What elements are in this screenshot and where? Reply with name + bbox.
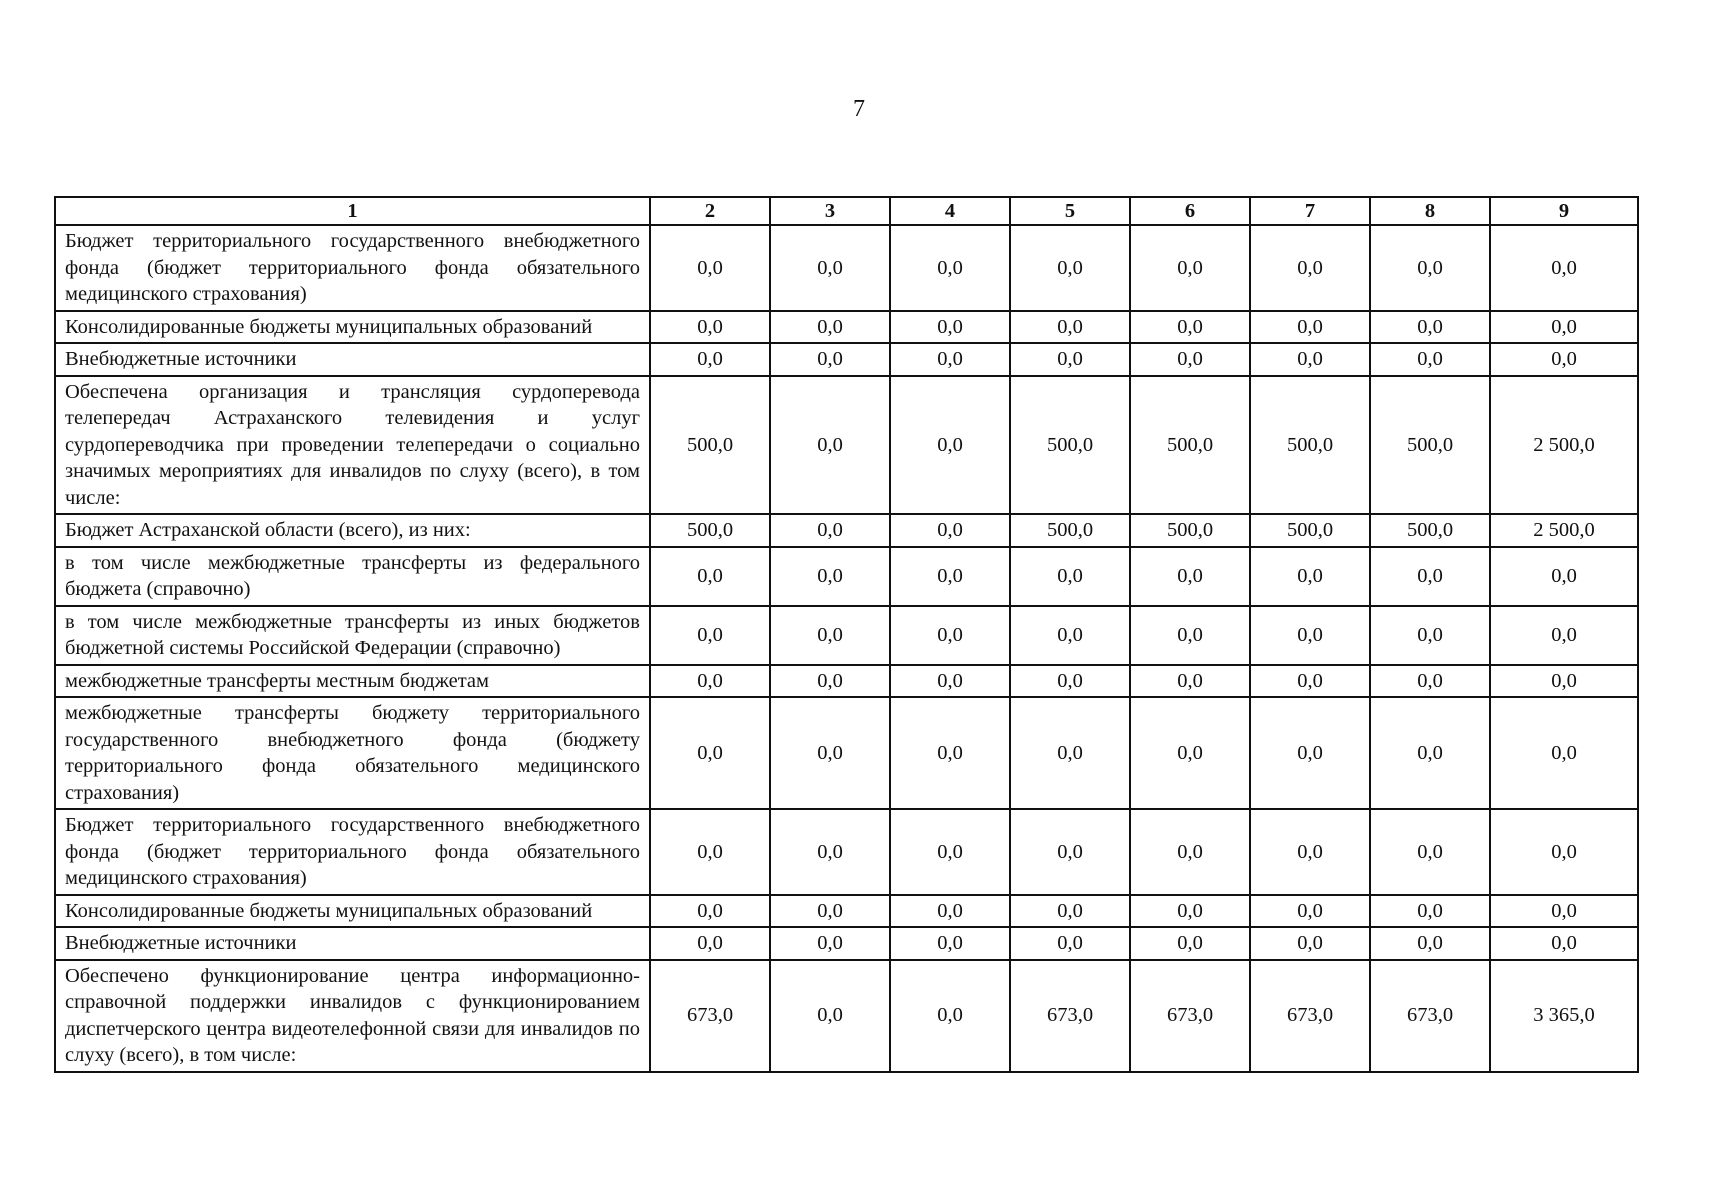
- row-value: 0,0: [1370, 927, 1490, 960]
- row-value: 673,0: [650, 960, 770, 1072]
- row-value: 0,0: [1130, 311, 1250, 344]
- row-value: 0,0: [1490, 225, 1638, 311]
- row-value: 0,0: [1010, 809, 1130, 895]
- row-value: 0,0: [1490, 606, 1638, 665]
- row-value: 500,0: [1010, 514, 1130, 547]
- row-value: 0,0: [1130, 697, 1250, 809]
- row-value: 0,0: [650, 927, 770, 960]
- row-value: 0,0: [1370, 606, 1490, 665]
- column-header: 1: [55, 197, 650, 225]
- column-header: 3: [770, 197, 890, 225]
- row-value: 500,0: [1010, 376, 1130, 515]
- row-label: Бюджет территориального государственного внебюджетного фонда (бюджет территориального фонда обязательного медицинского страхования): [55, 809, 650, 895]
- row-value: 0,0: [1250, 547, 1370, 606]
- row-value: 500,0: [1370, 376, 1490, 515]
- row-value: 0,0: [770, 514, 890, 547]
- row-value: 0,0: [650, 697, 770, 809]
- row-value: 0,0: [890, 311, 1010, 344]
- row-value: 0,0: [1010, 927, 1130, 960]
- row-value: 0,0: [1250, 895, 1370, 928]
- table-row: [55, 225, 1638, 311]
- row-value: 0,0: [1490, 547, 1638, 606]
- column-header: 5: [1010, 197, 1130, 225]
- row-value: 0,0: [890, 514, 1010, 547]
- row-value: 0,0: [1250, 809, 1370, 895]
- row-value: 0,0: [1370, 311, 1490, 344]
- row-value: 0,0: [770, 547, 890, 606]
- row-label: Обеспечено функционирование центра информационно-справочной поддержки инвалидов с функционированием диспетчерского центра видеотелефонной связи для инвалидов по слуху (всего), в том числе:: [55, 960, 650, 1072]
- table-row: [55, 927, 1638, 960]
- column-header: 8: [1370, 197, 1490, 225]
- row-value: 673,0: [1130, 960, 1250, 1072]
- row-value: 0,0: [1250, 343, 1370, 376]
- row-value: 0,0: [890, 697, 1010, 809]
- table-row: [55, 606, 1638, 665]
- row-value: 0,0: [1250, 225, 1370, 311]
- row-value: 0,0: [1250, 311, 1370, 344]
- row-label: Внебюджетные источники: [55, 927, 650, 960]
- row-value: 2 500,0: [1490, 514, 1638, 547]
- row-label: в том числе межбюджетные трансферты из федерального бюджета (справочно): [55, 547, 650, 606]
- row-value: 0,0: [1370, 225, 1490, 311]
- row-value: 673,0: [1370, 960, 1490, 1072]
- header-row: [55, 197, 1638, 225]
- table-row: [55, 547, 1638, 606]
- row-label: Внебюджетные источники: [55, 343, 650, 376]
- row-value: 0,0: [1010, 665, 1130, 698]
- row-value: 0,0: [1130, 225, 1250, 311]
- row-value: 0,0: [890, 343, 1010, 376]
- row-value: 0,0: [770, 895, 890, 928]
- row-value: 0,0: [650, 606, 770, 665]
- row-value: 0,0: [1250, 697, 1370, 809]
- row-label: в том числе межбюджетные трансферты из иных бюджетов бюджетной системы Российской Федерации (справочно): [55, 606, 650, 665]
- row-value: 3 365,0: [1490, 960, 1638, 1072]
- table-row: [55, 343, 1638, 376]
- row-value: 0,0: [770, 927, 890, 960]
- column-header: 9: [1490, 197, 1638, 225]
- row-value: 0,0: [1370, 665, 1490, 698]
- table-row: [55, 960, 1638, 1072]
- page-number: 7: [853, 96, 865, 122]
- row-value: 0,0: [770, 225, 890, 311]
- row-value: 673,0: [1250, 960, 1370, 1072]
- row-value: 0,0: [890, 376, 1010, 515]
- row-value: 0,0: [1490, 895, 1638, 928]
- row-value: 0,0: [1490, 665, 1638, 698]
- row-label: Бюджет территориального государственного внебюджетного фонда (бюджет территориального фонда обязательного медицинского страхования): [55, 225, 650, 311]
- row-value: 500,0: [1250, 376, 1370, 515]
- row-value: 0,0: [1250, 606, 1370, 665]
- row-value: 0,0: [770, 606, 890, 665]
- row-value: 500,0: [1370, 514, 1490, 547]
- column-header: 6: [1130, 197, 1250, 225]
- row-value: 0,0: [1010, 225, 1130, 311]
- row-value: 0,0: [1130, 809, 1250, 895]
- row-value: 0,0: [1370, 343, 1490, 376]
- row-label: межбюджетные трансферты бюджету территориального государственного внебюджетного фонда (бюджету территориального фонда обязательного медицинского страхования): [55, 697, 650, 809]
- row-value: 0,0: [770, 809, 890, 895]
- row-label: Консолидированные бюджеты муниципальных образований: [55, 895, 650, 928]
- row-value: 0,0: [890, 960, 1010, 1072]
- row-value: 0,0: [1130, 606, 1250, 665]
- row-label: Обеспечена организация и трансляция сурдоперевода телепередач Астраханского телевидения и услуг сурдопереводчика при проведении телепередачи о социально значимых мероприятиях для инвалидов по слуху (всего), в том числе:: [55, 376, 650, 515]
- row-label: Бюджет Астраханской области (всего), из них:: [55, 514, 650, 547]
- row-value: 0,0: [770, 697, 890, 809]
- row-value: 0,0: [1130, 343, 1250, 376]
- row-value: 0,0: [1490, 311, 1638, 344]
- table-row: [55, 697, 1638, 809]
- row-value: 0,0: [650, 665, 770, 698]
- row-value: 0,0: [890, 895, 1010, 928]
- row-value: 0,0: [1010, 311, 1130, 344]
- row-value: 0,0: [770, 960, 890, 1072]
- row-value: 0,0: [1490, 697, 1638, 809]
- row-value: 0,0: [1370, 547, 1490, 606]
- row-value: 0,0: [650, 225, 770, 311]
- row-value: 0,0: [890, 606, 1010, 665]
- row-value: 0,0: [1130, 927, 1250, 960]
- row-value: 500,0: [650, 376, 770, 515]
- row-value: 0,0: [890, 809, 1010, 895]
- row-value: 2 500,0: [1490, 376, 1638, 515]
- row-value: 0,0: [890, 225, 1010, 311]
- row-value: 0,0: [1130, 895, 1250, 928]
- row-value: 0,0: [770, 343, 890, 376]
- table-row: [55, 376, 1638, 515]
- row-value: 673,0: [1010, 960, 1130, 1072]
- row-value: 0,0: [1370, 809, 1490, 895]
- table-body: [55, 225, 1638, 1072]
- row-value: 0,0: [650, 343, 770, 376]
- table-row: [55, 514, 1638, 547]
- row-value: 0,0: [1130, 665, 1250, 698]
- row-value: 0,0: [1010, 895, 1130, 928]
- row-label: межбюджетные трансферты местным бюджетам: [55, 665, 650, 698]
- row-label: Консолидированные бюджеты муниципальных образований: [55, 311, 650, 344]
- row-value: 500,0: [1130, 514, 1250, 547]
- row-value: 0,0: [1010, 697, 1130, 809]
- row-value: 500,0: [1130, 376, 1250, 515]
- row-value: 0,0: [650, 895, 770, 928]
- column-header: 4: [890, 197, 1010, 225]
- table-row: [55, 809, 1638, 895]
- row-value: 0,0: [1370, 895, 1490, 928]
- row-value: 0,0: [1490, 809, 1638, 895]
- row-value: 0,0: [650, 809, 770, 895]
- row-value: 0,0: [890, 927, 1010, 960]
- row-value: 0,0: [1010, 547, 1130, 606]
- row-value: 0,0: [1370, 697, 1490, 809]
- row-value: 0,0: [1010, 343, 1130, 376]
- row-value: 500,0: [1250, 514, 1370, 547]
- table-row: [55, 311, 1638, 344]
- table-row: [55, 665, 1638, 698]
- row-value: 0,0: [1250, 927, 1370, 960]
- budget-table: [54, 196, 1639, 1073]
- row-value: 0,0: [1130, 547, 1250, 606]
- row-value: 0,0: [890, 547, 1010, 606]
- row-value: 0,0: [890, 665, 1010, 698]
- row-value: 0,0: [1010, 606, 1130, 665]
- row-value: 0,0: [650, 311, 770, 344]
- row-value: 0,0: [1490, 343, 1638, 376]
- row-value: 0,0: [1250, 665, 1370, 698]
- row-value: 500,0: [650, 514, 770, 547]
- row-value: 0,0: [650, 547, 770, 606]
- column-header: 2: [650, 197, 770, 225]
- table-row: [55, 895, 1638, 928]
- row-value: 0,0: [770, 311, 890, 344]
- column-header: 7: [1250, 197, 1370, 225]
- row-value: 0,0: [770, 665, 890, 698]
- row-value: 0,0: [1490, 927, 1638, 960]
- row-value: 0,0: [770, 376, 890, 515]
